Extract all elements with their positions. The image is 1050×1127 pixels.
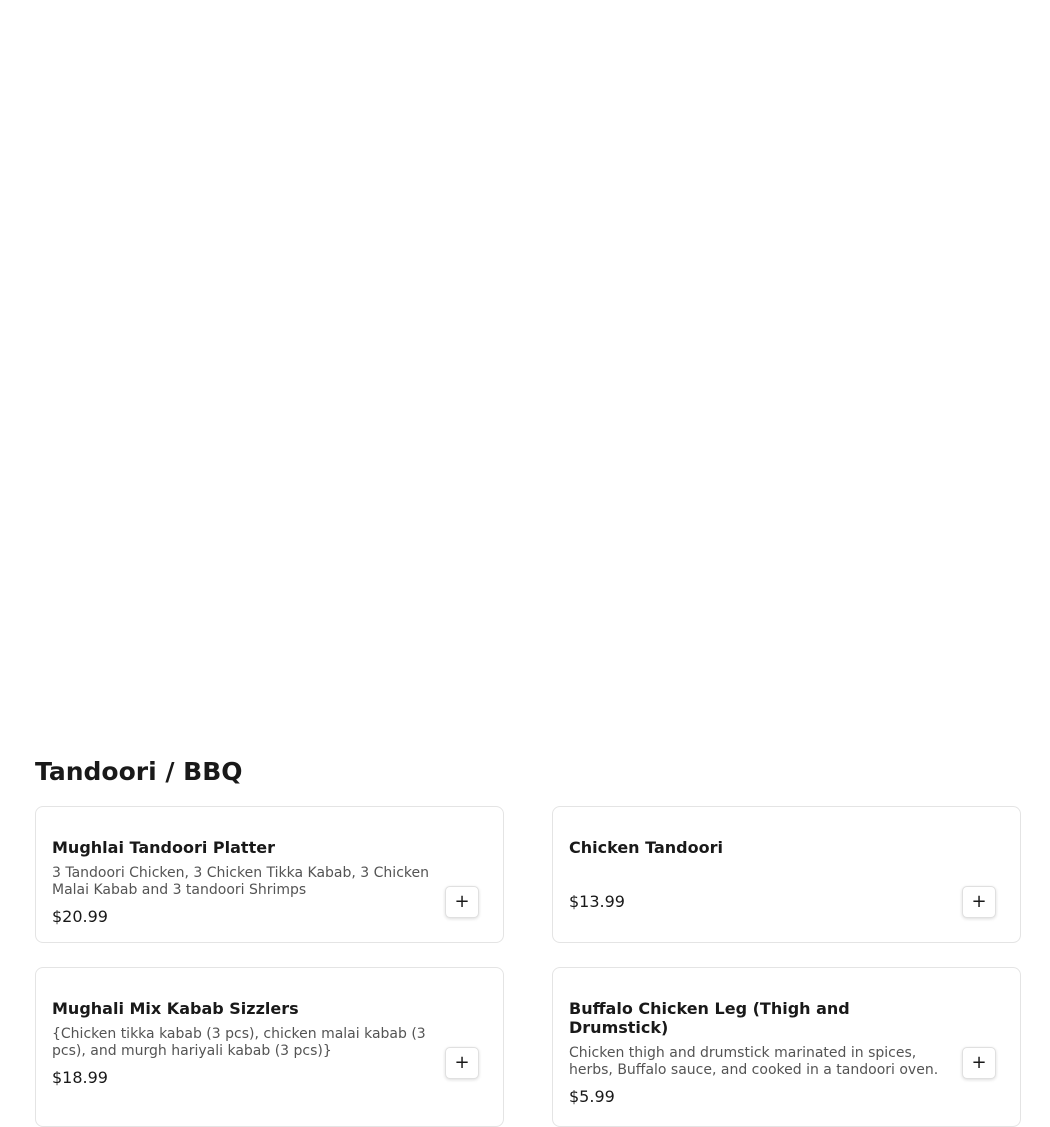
add-item-button[interactable] bbox=[445, 886, 479, 918]
menu-item-card[interactable] bbox=[35, 967, 504, 1127]
section-title: Tandoori / BBQ bbox=[35, 757, 243, 786]
menu-item-card[interactable] bbox=[552, 967, 1021, 1127]
menu-item-card[interactable] bbox=[552, 806, 1021, 943]
add-item-button[interactable] bbox=[962, 886, 996, 918]
plus-icon: + bbox=[971, 1052, 987, 1073]
item-name: Buffalo Chicken Leg (Thigh and Drumstick) bbox=[569, 999, 850, 1037]
add-item-button[interactable] bbox=[445, 1047, 479, 1079]
menu-item-card[interactable] bbox=[35, 806, 504, 943]
plus-icon: + bbox=[454, 1052, 470, 1073]
item-name: Mughlai Tandoori Platter bbox=[52, 838, 275, 857]
item-price: $20.99 bbox=[52, 907, 108, 926]
plus-icon: + bbox=[971, 891, 987, 912]
item-price: $13.99 bbox=[569, 892, 625, 911]
item-description: 3 Tandoori Chicken, 3 Chicken Tikka Kabab, 3 Chicken Malai Kabab and 3 tandoori Shrimps bbox=[52, 865, 429, 898]
item-price: $18.99 bbox=[52, 1068, 108, 1087]
add-item-button[interactable] bbox=[962, 1047, 996, 1079]
item-description: {Chicken tikka kabab (3 pcs), chicken malai kabab (3 pcs), and murgh hariyali kabab (3 pcs)} bbox=[52, 1026, 426, 1059]
plus-icon: + bbox=[454, 891, 470, 912]
item-name: Chicken Tandoori bbox=[569, 838, 723, 857]
item-name: Mughali Mix Kabab Sizzlers bbox=[52, 999, 299, 1018]
item-price: $5.99 bbox=[569, 1087, 615, 1106]
item-description: Chicken thigh and drumstick marinated in spices, herbs, Buffalo sauce, and cooked in a tandoori oven. bbox=[569, 1045, 939, 1078]
